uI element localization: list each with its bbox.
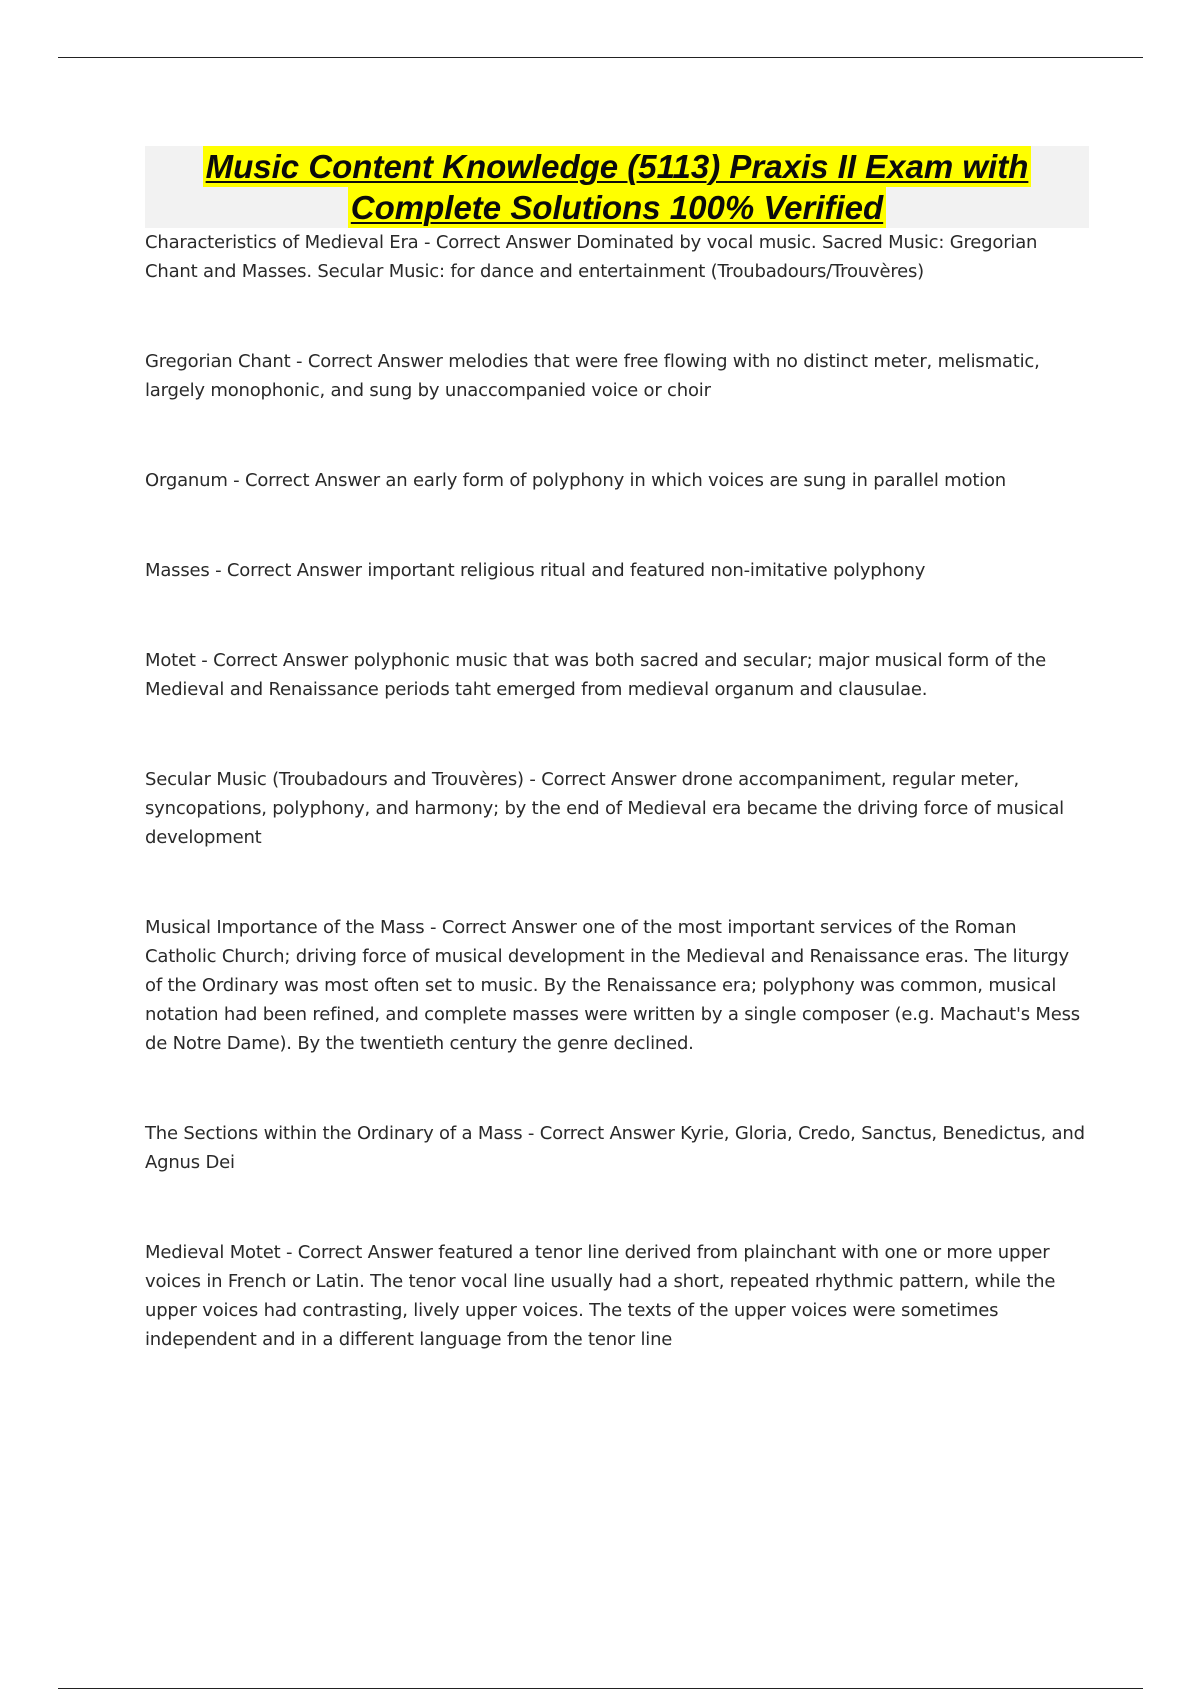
qa-entry: Characteristics of Medieval Era - Correct Answer Dominated by vocal music. Sacred Music: Gregorian Chant and Masses. Secular Music: for dance and entertainment (Troubadours/Trouvères): [145, 232, 1038, 282]
title-line-1: Music Content Knowledge (5113) Praxis II Exam with: [203, 146, 1032, 187]
title-line-2: Complete Solutions 100% Verified: [348, 187, 886, 228]
qa-entry: Gregorian Chant - Correct Answer melodies that were free flowing with no distinct meter, melismatic, largely monophonic, and sung by unaccompanied voice or choir: [145, 351, 1040, 401]
qa-entry: Motet - Correct Answer polyphonic music that was both sacred and secular; major musical form of the Medieval and Renaissance periods taht emerged from medieval organum and clausulae.: [145, 650, 1047, 700]
page-top-rule: [58, 57, 1143, 58]
qa-entries: [145, 228, 1085, 1354]
qa-entry: Masses - Correct Answer important religious ritual and featured non-imitative polyphony: [145, 560, 926, 581]
qa-entry: Musical Importance of the Mass - Correct Answer one of the most important services of the Roman Catholic Church; driving force of musical development in the Medieval and Renaissance eras. The liturgy of the Ordinary was most often set to music. By the Renaissance era; polyphony was common, musical notation had been refined, and complete masses were written by a single composer (e.g. Machaut's Mess de Notre Dame). By the twentieth century the genre declined.: [145, 917, 1080, 1054]
document-title: [145, 146, 1089, 228]
page-bottom-rule: [58, 1688, 1143, 1689]
qa-entry: Medieval Motet - Correct Answer featured a tenor line derived from plainchant with one or more upper voices in French or Latin. The tenor vocal line usually had a short, repeated rhythmic pattern, while the upper voices had contrasting, lively upper voices. The texts of the upper voices were sometimes independent and in a different language from the tenor line: [145, 1242, 1056, 1350]
qa-entry: Secular Music (Troubadours and Trouvères) - Correct Answer drone accompaniment, regular meter, syncopations, polyphony, and harmony; by the end of Medieval era became the driving force of musical development: [145, 769, 1064, 848]
qa-entry: The Sections within the Ordinary of a Mass - Correct Answer Kyrie, Gloria, Credo, Sanctus, Benedictus, and Agnus Dei: [145, 1123, 1085, 1173]
qa-entry: Organum - Correct Answer an early form of polyphony in which voices are sung in parallel motion: [145, 470, 1006, 491]
